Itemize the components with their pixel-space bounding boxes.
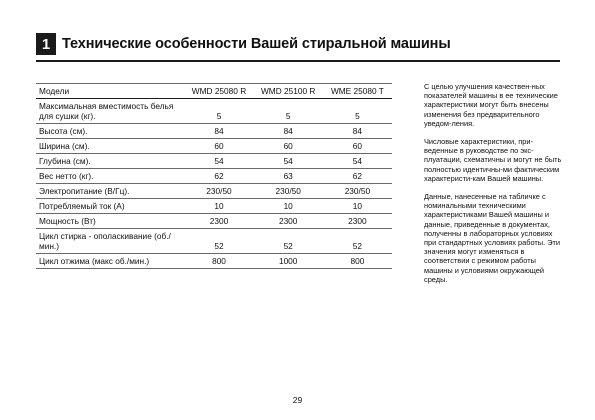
- table-cell: 10: [184, 199, 253, 214]
- table-cell: 54: [254, 154, 323, 169]
- row-label: Мощность (Вт): [36, 214, 184, 229]
- table-header-row: [36, 84, 392, 99]
- row-label: Потребляемый ток (А): [36, 199, 184, 214]
- table-cell: 84: [184, 124, 253, 139]
- note-paragraph: Данные, нанесенные на табличке с номинальными техническими характеристиками Вашей машины и данные, приведенные в документах, полученны в лабораторных условиях при стандартных условиях работы. Эти значения могут изменяться в соответствии с режимом работы машины и условиями окружающей среды.: [424, 192, 561, 284]
- specifications-table: [36, 83, 392, 269]
- table-cell: 2300: [254, 214, 323, 229]
- table-cell: 10: [254, 199, 323, 214]
- row-label: Электропитание (В/Гц).: [36, 184, 184, 199]
- column-header: Модели: [36, 84, 184, 99]
- row-label: Цикл стирка - ополаскивание (об./мин.): [36, 229, 184, 254]
- table-row: [36, 169, 392, 184]
- column-header: WME 25080 T: [323, 84, 392, 99]
- row-label: Максимальная вместимость белья для сушки (кг).: [36, 99, 184, 124]
- table-cell: 2300: [323, 214, 392, 229]
- page-title: Технические особенности Вашей стиральной машины: [62, 36, 451, 52]
- table-cell: 10: [323, 199, 392, 214]
- table-cell: 230/50: [184, 184, 253, 199]
- table-cell: 230/50: [323, 184, 392, 199]
- table-row: [36, 124, 392, 139]
- table-cell: 60: [184, 139, 253, 154]
- table-row: [36, 229, 392, 254]
- table-row: [36, 184, 392, 199]
- table-row: [36, 139, 392, 154]
- table-cell: 5: [323, 99, 392, 124]
- table-cell: 54: [184, 154, 253, 169]
- table-row: [36, 154, 392, 169]
- table-cell: 54: [323, 154, 392, 169]
- table-cell: 84: [254, 124, 323, 139]
- table-row: [36, 99, 392, 124]
- table-cell: 60: [254, 139, 323, 154]
- table-cell: 60: [323, 139, 392, 154]
- table-cell: 62: [184, 169, 253, 184]
- row-label: Вес нетто (кг).: [36, 169, 184, 184]
- table-cell: 5: [184, 99, 253, 124]
- note-paragraph: Числовые характеристики, при-веденные в руководстве по экс-плуатации, схематичны и могут не быть полностью идентичны-ми фактическим характеристи-кам Вашей машины.: [424, 137, 562, 183]
- row-label: Ширина (см).: [36, 139, 184, 154]
- table-cell: 62: [323, 169, 392, 184]
- row-label: Высота (см).: [36, 124, 184, 139]
- table-cell: 230/50: [254, 184, 323, 199]
- column-header: WMD 25100 R: [254, 84, 323, 99]
- section-header: [36, 33, 451, 55]
- table-cell: 52: [184, 229, 253, 254]
- chapter-number-badge: 1: [36, 33, 56, 55]
- row-label: Цикл отжима (макс об./мин.): [36, 254, 184, 269]
- table-cell: 800: [184, 254, 253, 269]
- table-cell: 52: [323, 229, 392, 254]
- table-row: [36, 199, 392, 214]
- table-cell: 52: [254, 229, 323, 254]
- table-cell: 2300: [184, 214, 253, 229]
- table-cell: 63: [254, 169, 323, 184]
- table-row: [36, 214, 392, 229]
- header-divider: [36, 60, 560, 62]
- column-header: WMD 25080 R: [184, 84, 253, 99]
- page-number: 29: [292, 395, 303, 405]
- table-cell: 1000: [254, 254, 323, 269]
- table-row: [36, 254, 392, 269]
- table-cell: 84: [323, 124, 392, 139]
- table-cell: 800: [323, 254, 392, 269]
- note-paragraph: С целью улучшения качествен-ных показателей машины в ее технические характеристики могут быть внесены изменения без предварительного уведом-ления.: [424, 82, 558, 128]
- table-cell: 5: [254, 99, 323, 124]
- side-notes: [424, 82, 564, 293]
- row-label: Глубина (см).: [36, 154, 184, 169]
